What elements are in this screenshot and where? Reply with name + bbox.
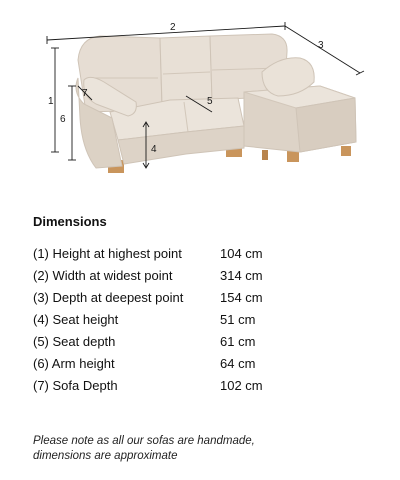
note-line-1: Please note as all our sofas are handmade, (33, 435, 255, 447)
marker-7: 7 (82, 88, 88, 99)
dimension-row (33, 246, 293, 264)
dimension-value: 102 cm (220, 378, 263, 393)
handmade-note (33, 434, 255, 464)
marker-2: 2 (170, 22, 176, 33)
marker-4: 4 (151, 144, 157, 155)
dimension-row (33, 334, 293, 352)
dimension-row (33, 378, 293, 396)
sofa-illustration (76, 34, 356, 173)
dimension-label: (7) Sofa Depth (33, 378, 118, 393)
dimensions-title: Dimensions (33, 214, 107, 229)
dimension-value: 314 cm (220, 268, 263, 283)
dimension-label: (6) Arm height (33, 356, 115, 371)
dimension-value: 61 cm (220, 334, 256, 349)
marker-3: 3 (318, 40, 324, 51)
dimension-label: (4) Seat height (33, 312, 119, 327)
dimension-row (33, 312, 293, 330)
dimension-value: 51 cm (220, 312, 256, 327)
dimension-row (33, 268, 293, 286)
marker-6: 6 (60, 114, 66, 125)
marker-1: 1 (48, 96, 54, 107)
dimension-label: (1) Height at highest point (33, 246, 182, 261)
sofa-dimension-diagram (0, 0, 400, 210)
dimension-value: 64 cm (220, 356, 256, 371)
dimension-label: (3) Depth at deepest point (33, 290, 184, 305)
marker-5: 5 (207, 96, 213, 107)
dimension-row (33, 290, 293, 308)
dimension-value: 104 cm (220, 246, 263, 261)
dimension-value: 154 cm (220, 290, 263, 305)
dimension-label: (2) Width at widest point (33, 268, 173, 283)
note-line-2: dimensions are approximate (33, 450, 178, 462)
dimension-label: (5) Seat depth (33, 334, 116, 349)
dimension-row (33, 356, 293, 374)
